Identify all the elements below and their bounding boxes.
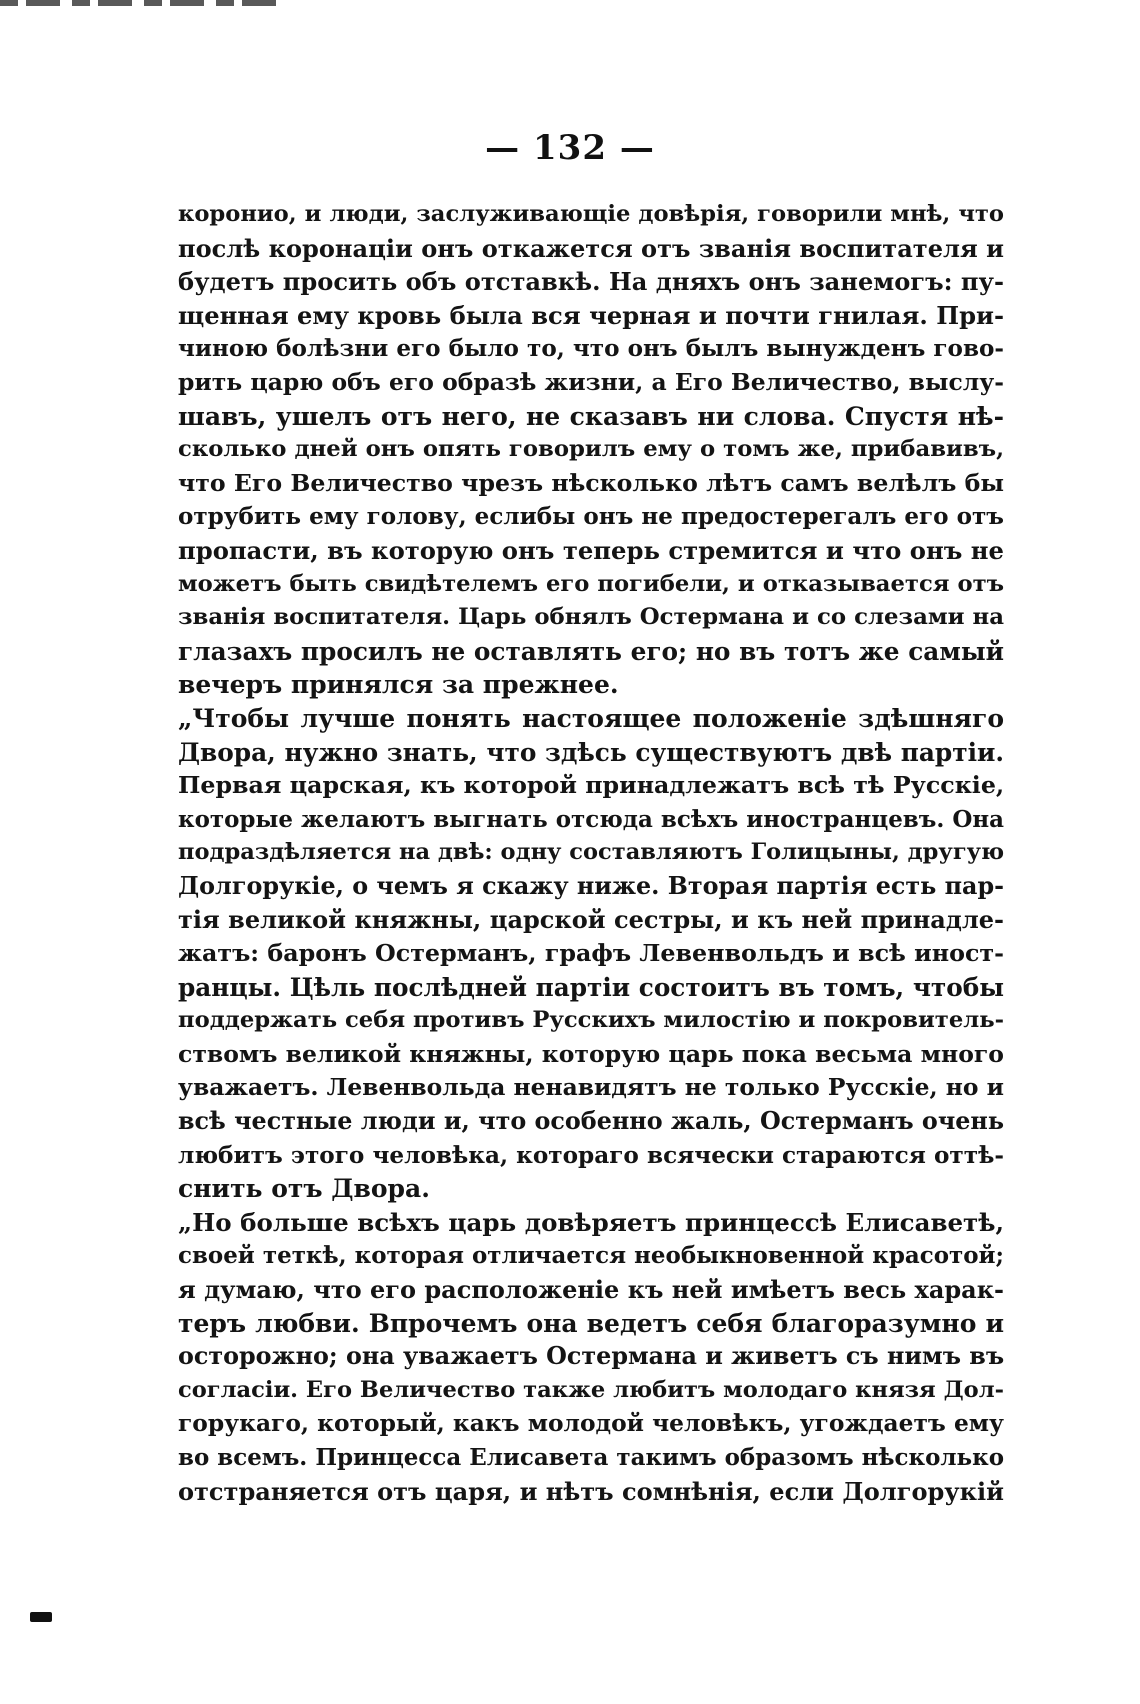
text-line: теръ любви. Впрочемъ она ведетъ себя благоразумно и (178, 1308, 1004, 1338)
text-line: отстраняется отъ царя, и нѣтъ сомнѣнія, если Долгорукій (178, 1476, 1004, 1506)
text-line: глазахъ просилъ не оставлять его; но въ тотъ же самый (178, 636, 1004, 666)
text-line: своей теткѣ, которая отличается необыкновенной красотой; (178, 1242, 1004, 1270)
scan-margin-mark (30, 1612, 52, 1622)
text-line: жатъ: баронъ Остерманъ, графъ Левенвольдъ и всѣ иност- (178, 939, 1004, 968)
text-line: во всемъ. Принцесса Елисавета такимъ образомъ нѣсколько (178, 1443, 1004, 1471)
text-line: что Его Величество чрезъ нѣсколько лѣтъ самъ велѣлъ бы (178, 468, 1004, 497)
body-text (178, 198, 1004, 1508)
text-line: я думаю, что его расположеніе къ ней имѣетъ весь харак- (178, 1275, 1004, 1304)
text-line: отрубить ему голову, еслибы онъ не предостерегалъ его отъ (178, 503, 1004, 531)
text-line: ствомъ великой княжны, которую царь пока весьма много (178, 1039, 1004, 1068)
text-line: осторожно; она уважаетъ Остермана и живетъ съ нимъ въ (178, 1342, 1004, 1371)
text-line: всѣ честные люди и, что особенно жаль, Остерманъ очень (178, 1107, 1004, 1136)
text-line: званія воспитателя. Царь обнялъ Остермана и со слезами на (178, 604, 1004, 631)
text-line: сколько дней онъ опять говорилъ ему о томъ же, прибавивъ, (178, 436, 1004, 463)
text-line: пропасти, въ которую онъ теперь стремится и что онъ не (178, 535, 1004, 565)
text-line: согласіи. Его Величество также любитъ молодаго князя Дол- (178, 1376, 1004, 1403)
scan-edge-artifact (0, 0, 280, 6)
text-line: коронио, и люди, заслуживающіе довѣрія, говорили мнѣ, что (178, 201, 1004, 227)
text-line: Двора, нужно знать, что здѣсь существуютъ двѣ партіи. (178, 737, 1004, 767)
text-line: подраздѣляется на двѣ: одну составляютъ Голицыны, другую (178, 839, 1004, 866)
text-line: уважаетъ. Левенвольда ненавидятъ не только Русскіе, но и (178, 1073, 1004, 1102)
text-line: можетъ быть свидѣтелемъ его погибели, и отказывается отъ (178, 570, 1004, 597)
text-line: любитъ этого человѣка, котораго всячески стараются оттѣ- (178, 1141, 1004, 1169)
text-line: ранцы. Цѣль послѣдней партіи состоитъ въ томъ, чтобы (178, 972, 1004, 1002)
text-line: вечеръ принялся за прежнее. (178, 670, 619, 700)
text-line: чиною болѣзни его было то, что онъ былъ вынужденъ гово- (178, 335, 1004, 363)
text-line: „Чтобы лучше понять настоящее положеніе здѣшняго (178, 703, 1004, 733)
text-line: которые желаютъ выгнать отсюда всѣхъ иностранцевъ. Она (178, 805, 1004, 833)
text-line: снить отъ Двора. (178, 1174, 430, 1204)
text-line: поддержать себя противъ Русскихъ милостію и покровитель- (178, 1007, 1004, 1034)
text-line: тія великой княжны, царской сестры, и къ ней принадле- (178, 905, 1004, 935)
text-line: Первая царская, къ которой принадлежатъ всѣ тѣ Русскіе, (178, 771, 1004, 800)
text-line: Долгорукіе, о чемъ я скажу ниже. Вторая партія есть пар- (178, 871, 1004, 900)
text-line: послѣ коронаціи онъ откажется отъ званія воспитателя и (178, 233, 1004, 263)
text-line: будетъ просить объ отставкѣ. На дняхъ онъ занемогъ: пу- (178, 267, 1004, 297)
text-line: „Но больше всѣхъ царь довѣряетъ принцессѣ Елисаветѣ, (178, 1207, 1004, 1237)
text-line: шавъ, ушелъ отъ него, не сказавъ ни слова. Спустя нѣ- (178, 401, 1004, 431)
page-number: — 132 — (485, 128, 655, 168)
text-line: щенная ему кровь была вся черная и почти гнилая. При- (178, 300, 1004, 330)
text-line: рить царю объ его образѣ жизни, а Его Величество, выслу- (178, 367, 1004, 396)
text-line: горукаго, который, какъ молодой человѣкъ, угождаетъ ему (178, 1409, 1004, 1438)
